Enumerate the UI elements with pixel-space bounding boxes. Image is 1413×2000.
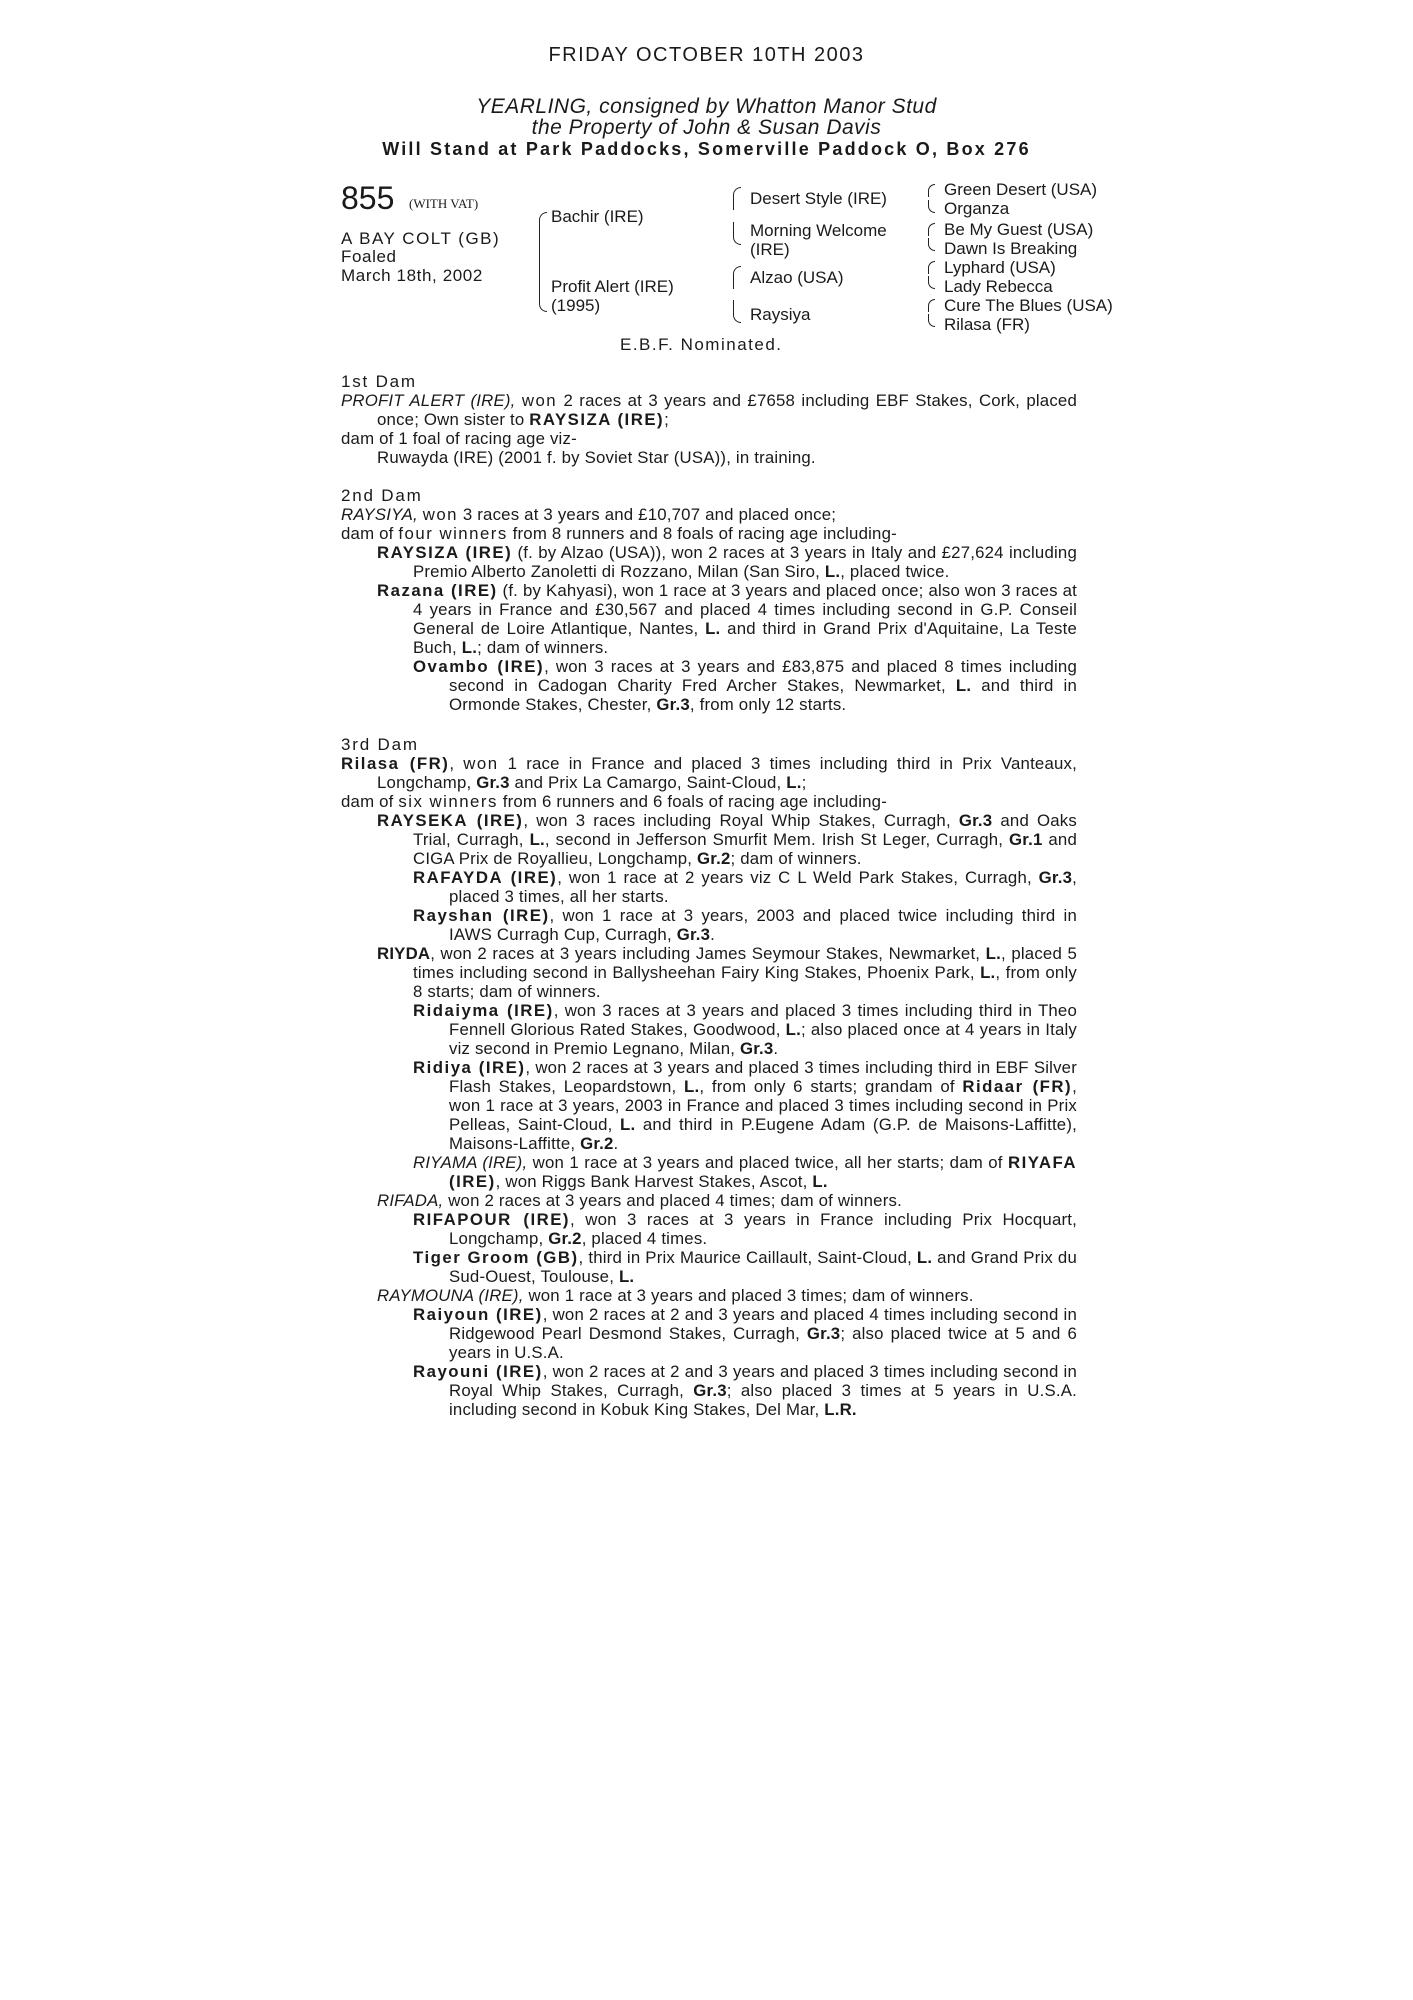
stand-location: Will Stand at Park Paddocks, Somerville Paddock O, Box 276 — [382, 139, 1031, 159]
dam-year: (1995) — [551, 296, 601, 315]
produce-ridaiyma: Ridaiyma (IRE), won 3 races at 3 years and placed 3 times including third in Theo Fennell Glorious Rated Stakes, Goodwood, L.; also placed once at 4 years in Italy viz second in Premio Legnano, Milan, Gr.3. — [413, 1001, 1077, 1058]
first-dam-produce: Ruwayda (IRE) (2001 f. by Soviet Star (USA)), in training. — [377, 448, 816, 467]
foaled-label: Foaled — [341, 247, 397, 266]
third-dam-heading: 3rd Dam — [341, 735, 419, 754]
lot-number: 855 — [341, 180, 395, 216]
lot-description: A BAY COLT (GB) — [341, 229, 501, 248]
pedigree-brace-lower — [539, 262, 547, 312]
gp-brace-4a — [928, 299, 935, 312]
produce-raymouna: RAYMOUNA (IRE), won 1 race at 3 years and placed 3 times; dam of winners. — [377, 1286, 974, 1305]
produce-riyama: RIYAMA (IRE), won 1 race at 3 years and placed twice, all her starts; dam of RIYAFA (IRE), won Riggs Bank Harvest Stakes, Ascot, L. — [413, 1153, 1077, 1191]
gp-brace-1b — [928, 200, 935, 213]
foaled-date: March 18th, 2002 — [341, 266, 483, 285]
grandparent-1: Green Desert (USA) — [944, 180, 1098, 199]
gp-brace-2b — [928, 238, 935, 251]
produce-tiger-groom: Tiger Groom (GB), third in Prix Maurice Caillault, Saint-Cloud, L. and Grand Prix du Sud-Ouest, Toulouse, L. — [413, 1248, 1077, 1286]
property-line: the Property of John & Susan Davis — [531, 116, 882, 139]
sire-sire: Desert Style (IRE) — [750, 189, 887, 208]
third-dam-section — [341, 735, 1077, 1419]
produce-raysiza: RAYSIZA (IRE) (f. by Alzao (USA)), won 2 races at 3 years in Italy and £27,624 including Premio Alberto Zanoletti di Rozzano, Milan (San Siro, L., placed twice. — [377, 543, 1077, 581]
dam-brace-lower — [733, 300, 741, 323]
first-dam-section — [341, 372, 1077, 467]
gp-brace-3a — [928, 261, 935, 274]
sire-dam-line2: (IRE) — [750, 240, 790, 259]
produce-rafayda: RAFAYDA (IRE), won 1 race at 2 years viz C L Weld Park Stakes, Curragh, Gr.3, placed 3 times, all her starts. — [413, 868, 1077, 906]
grandparent-5: Lyphard (USA) — [944, 258, 1056, 277]
dam-name: Profit Alert (IRE) — [551, 277, 674, 296]
sire-brace-lower — [733, 222, 741, 245]
grandparent-6: Lady Rebecca — [944, 277, 1053, 296]
third-dam-record: Rilasa (FR), won 1 race in France and placed 3 times including third in Prix Vanteaux, Longchamp, Gr.3 and Prix La Camargo, Saint-Cloud, L.; — [341, 754, 1077, 792]
produce-ridiya: Ridiya (IRE), won 2 races at 3 years and placed 3 times including third in EBF Silver Flash Stakes, Leopardstown, L., from only 6 starts; grandam of Ridaar (FR), won 1 race at 3 years, 2003 in France and placed 3 times including second in Prix Pelleas, Saint-Cloud, L. and third in P.Eugene Adam (G.P. de Maisons-Laffitte), Maisons-Laffitte, Gr.2. — [413, 1058, 1077, 1153]
second-dam-section — [341, 486, 1077, 714]
dam-brace-upper — [733, 266, 741, 289]
first-dam-heading: 1st Dam — [341, 372, 417, 391]
gp-brace-2a — [928, 223, 935, 236]
third-dam-produce-intro: dam of six winners from 6 runners and 6 foals of racing age including- — [341, 792, 888, 811]
first-dam-produce-intro: dam of 1 foal of racing age viz- — [341, 429, 577, 448]
produce-razana: Razana (IRE) (f. by Kahyasi), won 1 race at 3 years and placed once; also won 3 races at 4 years in France and £30,567 and placed 4 times including second in G.P. Conseil General de Loire Atlantique, Nantes, L. and third in Grand Prix d'Aquitaine, La Teste Buch, L.; dam of winners. — [377, 581, 1078, 657]
produce-riyda: RIYDA, won 2 races at 3 years including James Seymour Stakes, Newmarket, L., placed 5 times including second in Ballysheehan Fairy King Stakes, Phoenix Park, L., from only 8 starts; dam of winners. — [377, 944, 1077, 1001]
produce-rayshan: Rayshan (IRE), won 1 race at 3 years, 2003 and placed twice including third in IAWS Curragh Cup, Curragh, Gr.3. — [413, 906, 1077, 944]
grandparent-7: Cure The Blues (USA) — [944, 296, 1113, 315]
sire-name: Bachir (IRE) — [551, 207, 644, 226]
vat-note: (WITH VAT) — [409, 196, 479, 211]
grandparent-2: Organza — [944, 199, 1010, 218]
dam-dam: Raysiya — [750, 305, 811, 324]
first-dam-record: PROFIT ALERT (IRE), won 2 races at 3 years and £7658 including EBF Stakes, Cork, placed once; Own sister to RAYSIZA (IRE); — [341, 391, 1077, 429]
pedigree-brace-upper — [539, 212, 547, 263]
second-dam-heading: 2nd Dam — [341, 486, 423, 505]
ebf-nominated: E.B.F. Nominated. — [620, 335, 783, 354]
sire-dam-line1: Morning Welcome — [750, 221, 887, 240]
sale-date: FRIDAY OCTOBER 10TH 2003 — [548, 44, 865, 66]
produce-raiyoun: Raiyoun (IRE), won 2 races at 2 and 3 years and placed 4 times including second in Ridgewood Pearl Desmond Stakes, Curragh, Gr.3; also placed twice at 5 and 6 years in U.S.A. — [413, 1305, 1077, 1362]
produce-rayseka: RAYSEKA (IRE), won 3 races including Royal Whip Stakes, Curragh, Gr.3 and Oaks Trial, Curragh, L., second in Jefferson Smurfit Mem. Irish St Leger, Curragh, Gr.1 and CIGA Prix de Royallieu, Longchamp, Gr.2; dam of winners. — [377, 811, 1077, 868]
dam-sire: Alzao (USA) — [750, 268, 844, 287]
produce-rifada: RIFADA, won 2 races at 3 years and placed 4 times; dam of winners. — [377, 1191, 902, 1210]
sire-brace-upper — [733, 187, 741, 210]
produce-rifapour: RIFAPOUR (IRE), won 3 races at 3 years in France including Prix Hocquart, Longchamp, Gr.2, placed 4 times. — [413, 1210, 1077, 1248]
produce-ovambo: Ovambo (IRE), won 3 races at 3 years and £83,875 and placed 8 times including second in Cadogan Charity Fred Archer Stakes, Newmarket, L. and third in Ormonde Stakes, Chester, Gr.3, from only 12 starts. — [413, 657, 1077, 714]
grandparent-8: Rilasa (FR) — [944, 315, 1030, 334]
consignor-line: YEARLING, consigned by Whatton Manor Stud — [476, 95, 937, 118]
gp-brace-3b — [928, 276, 935, 289]
gp-brace-1a — [928, 184, 935, 197]
produce-rayouni: Rayouni (IRE), won 2 races at 2 and 3 years and placed 3 times including second in Royal Whip Stakes, Curragh, Gr.3; also placed 3 times at 5 years in U.S.A. including second in Kobuk King Stakes, Del Mar, L.R. — [413, 1362, 1078, 1419]
second-dam-produce-intro: dam of four winners from 8 runners and 8 foals of racing age including- — [341, 524, 897, 543]
gp-brace-4b — [928, 314, 935, 327]
second-dam-record: RAYSIYA, won 3 races at 3 years and £10,707 and placed once; — [341, 505, 837, 524]
grandparent-4: Dawn Is Breaking — [944, 239, 1078, 258]
grandparent-3: Be My Guest (USA) — [944, 220, 1094, 239]
